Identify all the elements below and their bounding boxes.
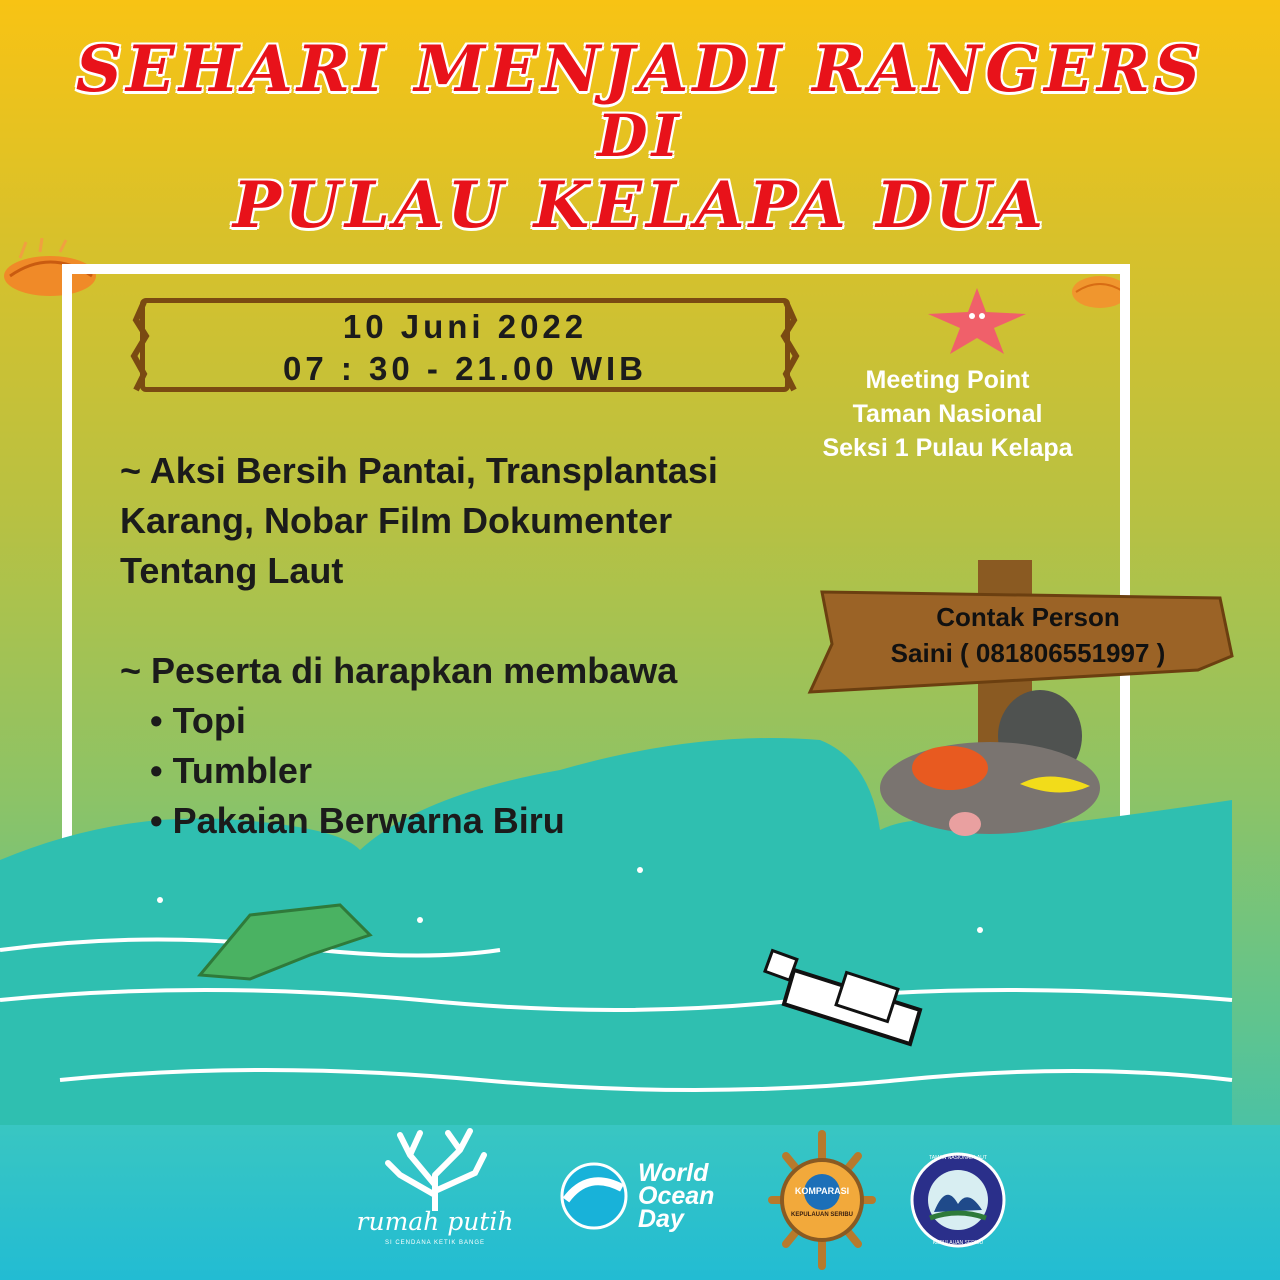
bottle-icon: [760, 940, 970, 1050]
plastic-bag-icon: [190, 895, 390, 985]
activities-line-2: Karang, Nobar Film Dokumenter: [120, 500, 673, 541]
event-date: 10 Juni 2022: [342, 308, 588, 345]
meeting-point-label: Meeting Point: [865, 366, 1030, 394]
rumah-putih-sub: SI CENDANA KETIK BANGE: [384, 1240, 486, 1246]
ship-wheel-icon: [768, 1130, 876, 1270]
komparasi-sub: KEPULAUAN SERIBU: [790, 1212, 853, 1218]
activities-line-1: ~ Aksi Bersih Pantai, Transplantasi: [120, 450, 718, 491]
event-time: 07 : 30 - 21.00 WIB: [283, 350, 647, 387]
title-line-2: DI: [597, 102, 683, 170]
national-park-bottom: KEPULAUAN SERIBU: [932, 1240, 984, 1246]
meeting-point-section: Seksi 1 Pulau Kelapa: [822, 434, 1073, 462]
bring-item-clothes: • Pakaian Berwarna Biru: [150, 800, 565, 841]
starfish-icon: [922, 286, 1032, 356]
bring-item-topi: • Topi: [150, 700, 246, 741]
world-ocean-day-icon: [558, 1160, 632, 1230]
coral-icon: [380, 1125, 490, 1211]
rock-crab-icon: [870, 688, 1170, 848]
activities-line-3: Tentang Laut: [120, 550, 344, 591]
bring-intro: ~ Peserta di harapkan membawa: [120, 650, 678, 691]
bring-item-tumbler: • Tumbler: [150, 750, 312, 791]
national-park-seal-icon: [910, 1152, 1006, 1248]
komparasi-label: KOMPARASI: [794, 1186, 850, 1196]
contact-value: Saini ( 081806551997 ): [890, 638, 1166, 668]
national-park-top: TAMAN NASIONAL LAUT: [929, 1155, 987, 1161]
contact-label: Contak Person: [936, 602, 1120, 632]
meeting-point-place: Taman Nasional: [852, 400, 1043, 428]
world-ocean-day-logo: World Ocean Day: [638, 1159, 715, 1233]
title-line-3: PULAU KELAPA DUA: [232, 168, 1048, 243]
rumah-putih-logo: rumah putih: [356, 1207, 514, 1236]
title-line-1: SEHARI MENJADI RANGERS: [75, 32, 1205, 107]
